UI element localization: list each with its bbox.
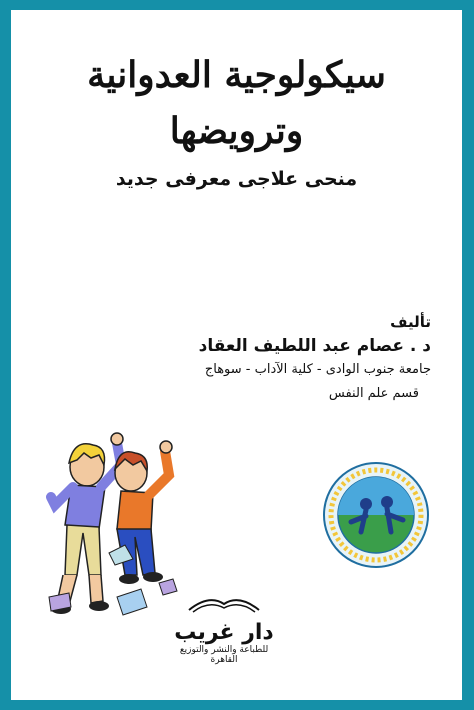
book-title-line1: سيكولوجية العدوانية bbox=[87, 54, 386, 96]
publisher-logo bbox=[169, 590, 279, 665]
publisher-name: دار غريب bbox=[174, 620, 274, 645]
author-name: د . عصام عبد اللطيف العقاد bbox=[198, 336, 431, 356]
book-cover bbox=[11, 10, 462, 700]
publisher-city: القاهرة bbox=[210, 655, 238, 665]
association-seal-logo bbox=[321, 460, 431, 570]
author-block bbox=[181, 310, 431, 406]
author-department: قسم علم النفس bbox=[328, 386, 419, 401]
book-title-line2: وترويضها bbox=[169, 110, 304, 152]
book-subtitle: منحى علاجى معرفى جديد bbox=[115, 168, 358, 190]
boy-left-figure bbox=[51, 433, 123, 614]
author-affiliation: جامعة جنوب الوادى - كلية الآداب - سوهاج bbox=[204, 362, 431, 377]
publisher-tagline: للطباعة والنشر والتوزيع bbox=[179, 645, 269, 655]
author-label: تأليف bbox=[390, 313, 431, 331]
